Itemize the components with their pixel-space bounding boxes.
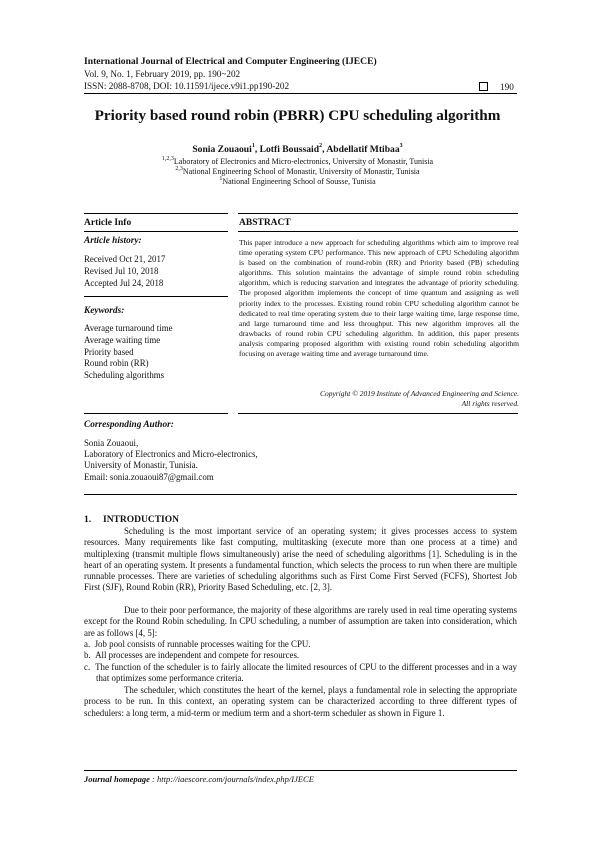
journal-name: International Journal of Electrical and Computer Engineering (IJECE) [84, 56, 377, 67]
list-item: b. All processes are independent and compete for resources. [84, 650, 300, 661]
affiliation-sup: 1,2,3 [161, 156, 174, 162]
author-name: Abdellatif Mtibaa [326, 144, 400, 155]
corresponding-line: University of Monastir, Tunisia. [84, 460, 198, 471]
list-item: c. The function of the scheduler is to fairly allocate the limited resources of CPU to the different processes and in a way that optimizes some performance criteria. [84, 661, 517, 683]
footer-label: Journal homepage [84, 774, 150, 784]
affiliation-sup: 2,3 [175, 166, 183, 172]
intro-paragraph: The scheduler, which constitutes the heart of the kernel, plays a fundamental role in selecting the appropriate process to be run. In this context, an operating system can be characterized according to three different types of schedulers: a long term, a mid-term or medium term and a short-term scheduler as shown in Figure 1. [84, 685, 517, 718]
author-list: Sonia Zouaoui$^1$, Lotfi Boussaid$^2$, Abdellatif Mtibaa$^3$ [192, 143, 403, 155]
corresponding-email: Email: sonia.zouaoui87@gmail.com [84, 471, 214, 482]
history-item: Received Oct 21, 2017 [84, 254, 166, 264]
author-sup: 1 [251, 143, 255, 149]
affiliation-text: Laboratory of Electronics and Micro-electronics, University of Monastir, Tunisia [173, 157, 434, 166]
abstract-heading: ABSTRACT [239, 218, 291, 228]
journal-homepage-link[interactable]: http://iaescore.com/journals/index.php/IJECE [156, 774, 314, 784]
abstract-top-rule [238, 213, 518, 214]
article-info-rule [84, 231, 228, 232]
issn-doi: ISSN: 2088-8708, DOI: 10.11591/ijece.v9i1.pp190-202 [84, 81, 290, 91]
intro-paragraph: Scheduling is the most important service of an operating system; it gives processes access to system resources. Many requirements like fast computing, multitasking (execute more than one process at a time) and multiplexing (transmit multiple flows simultaneously) arise the need of scheduling algorithms [1]. Scheduling is in the heart of an operating system. It presents a fundamental function, which selects the process to run when there are multiple runnable processes. There are varieties of scheduling algorithms such as First Come First Served (FCFS), Shortest Job First (SJF), Round Robin (RR), Priority Based Scheduling, etc. [2, 3]. [84, 526, 517, 593]
history-heading: Article history: [84, 236, 142, 246]
history-item: Revised Jul 10, 2018 [84, 265, 159, 276]
intro-paragraph: Due to their poor performance, the majority of these algorithms are rarely used in real time operating systems except for the Round Robin scheduling. In CPU scheduling, a number of assumption are taken into consideration, which are as follows [4, 5]: [84, 605, 517, 638]
keywords-rule [84, 296, 228, 297]
article-info-heading: Article Info [84, 218, 132, 228]
keyword: Average waiting time [84, 334, 161, 345]
intro-list [84, 639, 517, 684]
affiliation [0, 177, 595, 186]
corresponding-line: Laboratory of Electronics and Micro-electronics, [84, 449, 258, 460]
footer-separator: : [149, 774, 157, 784]
article-info-top-rule [84, 213, 228, 214]
section-rule [84, 494, 517, 495]
footer [84, 774, 314, 784]
copyright-line: Copyright © 2019 Institute of Advanced Engineering and Science. [319, 389, 519, 398]
keywords-heading: Keywords: [84, 306, 125, 316]
keyword: Average turnaround time [84, 323, 173, 333]
author-name: Sonia Zouaoui [192, 144, 252, 155]
author-sup: 3 [399, 143, 403, 149]
abstract-bottom-rule [238, 413, 518, 414]
abstract-rule [238, 231, 518, 232]
paper-title: Priority based round robin (PBRR) CPU scheduling algorithm [94, 107, 501, 124]
corresponding-author [84, 438, 384, 483]
copyright-line: All rights reserved. [461, 399, 519, 409]
affiliation-text: National Engineering School of Sousse, Tunisia [222, 177, 376, 186]
article-info-bottom-rule [84, 413, 228, 414]
author-name: Lotfi Boussaid [259, 144, 320, 155]
affiliation-sup: 1 [219, 176, 223, 182]
footer-rule [84, 770, 517, 771]
affiliation [0, 157, 595, 166]
affiliation-text: National Engineering School of Monastir, University of Monastir, Tunisia [182, 167, 420, 176]
keywords-list [84, 323, 173, 382]
list-item: a. Job pool consists of runnable processes waiting for the CPU. [84, 639, 311, 649]
corresponding-line: Sonia Zouaoui, [84, 438, 139, 448]
history-item: Accepted Jul 24, 2018 [84, 277, 164, 288]
page-number: 190 [500, 82, 514, 92]
corresponding-heading: Corresponding Author: [84, 420, 174, 430]
keyword: Scheduling algorithms [84, 370, 165, 381]
keyword: Priority based [84, 346, 134, 357]
copyright [239, 389, 519, 409]
keyword: Round robin (RR) [84, 358, 149, 369]
square-bullet-icon [479, 82, 488, 91]
header-rule [84, 93, 517, 94]
affiliation [0, 167, 595, 176]
author-sup: 2 [319, 143, 323, 149]
history-list [84, 254, 165, 289]
section-heading-introduction: 1. INTRODUCTION [84, 515, 180, 525]
volume-info: Vol. 9, No. 1, February 2019, pp. 190~202 [84, 69, 241, 79]
abstract-text: This paper introduce a new approach for scheduling algorithms which aim to improve real time operating system CPU performance. This new approach of CPU Scheduling algorithm is based on the combination of round-robin (RR) and Priority based (PB) scheduling algorithms. This solution maintains the advantage of simple round robin scheduling algorithm, which is reducing starvation and integrates the advantage of priority scheduling. The proposed algorithm implements the concept of time quantum and assigning as well priority index to the processes. Existing round robin CPU scheduling algorithm cannot be dedicated to real time operating system due to their large waiting time, large response time, and large turnaround time and less throughput. This new algorithm improves all the drawbacks of round robin CPU scheduling algorithm. In addition, this paper presents analysis comparing proposed algorithm with existing round robin scheduling algorithm focusing on average waiting time and average turnaround time. [239, 238, 519, 359]
